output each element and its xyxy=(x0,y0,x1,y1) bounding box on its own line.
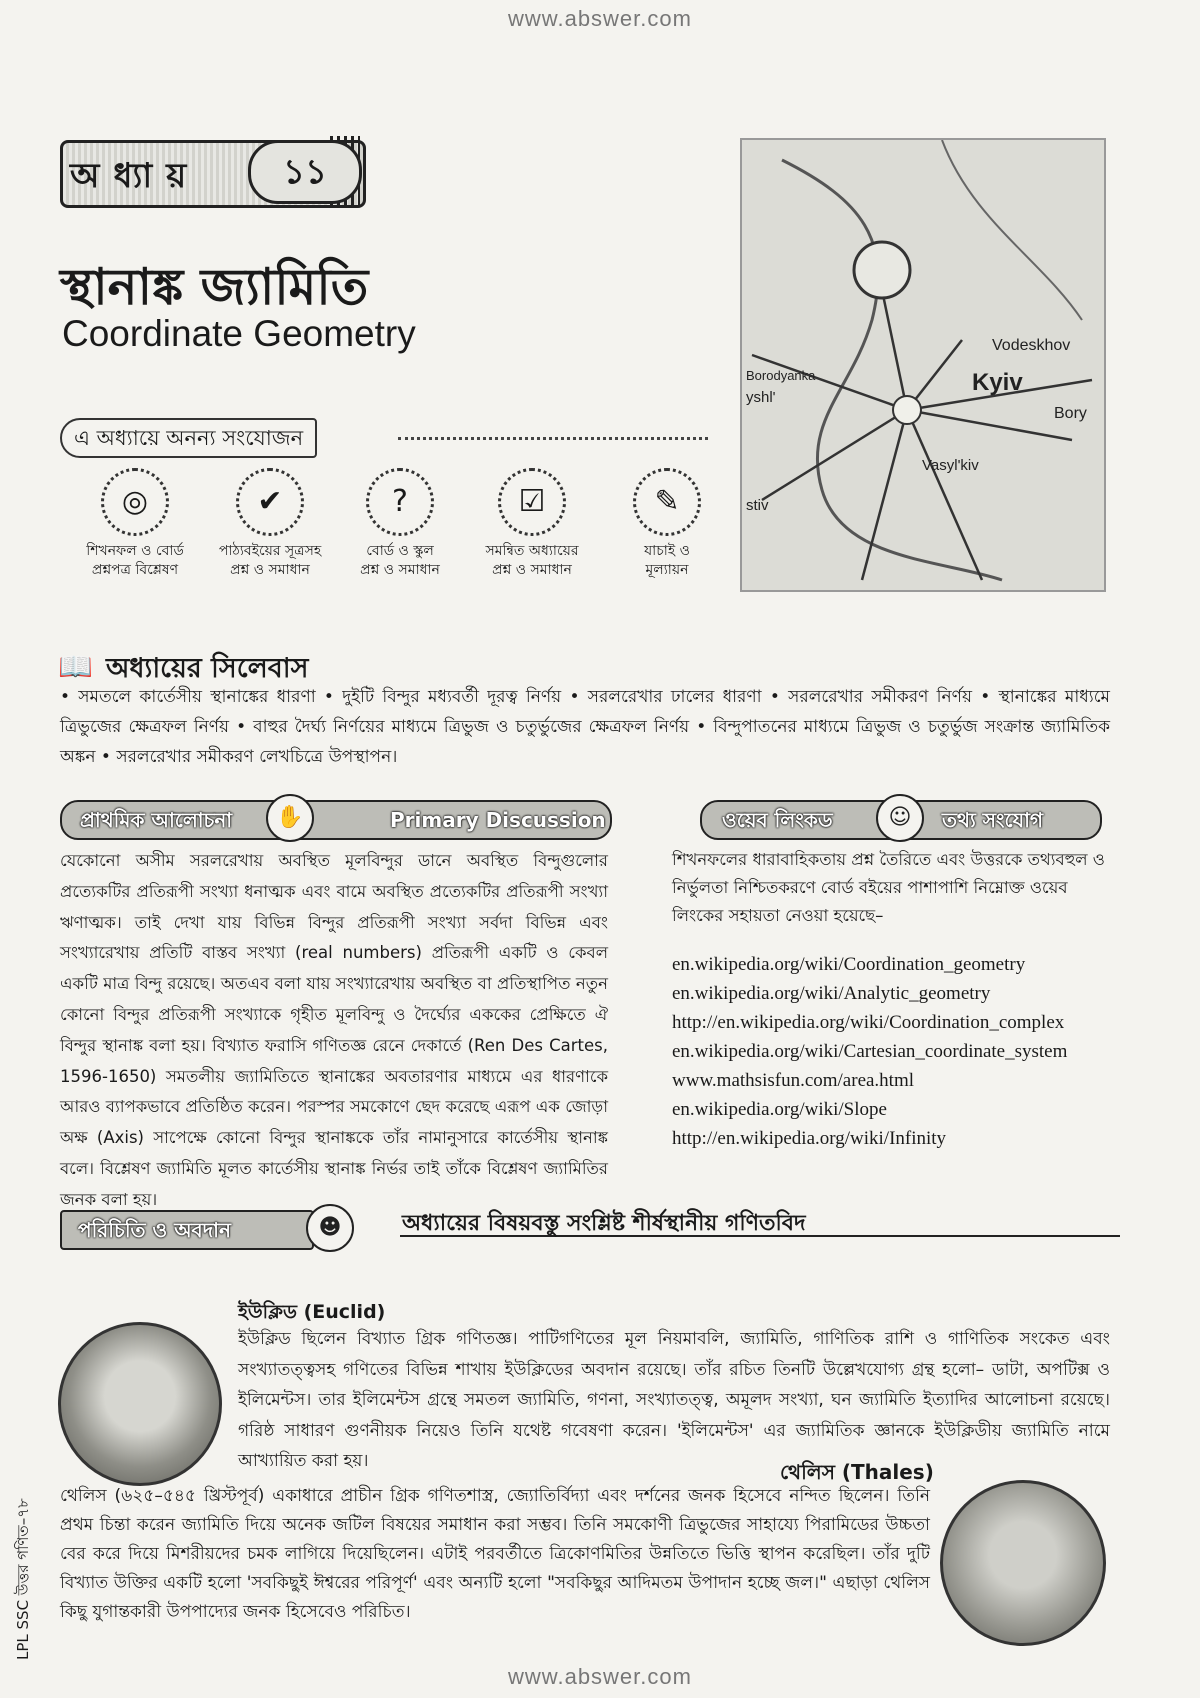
web-link[interactable]: http://en.wikipedia.org/wiki/Infinity xyxy=(672,1128,947,1149)
feature-label-line2: প্রশ্ন ও সমাধান xyxy=(230,562,310,578)
map-label-bory: Bory xyxy=(1054,405,1087,422)
map-label-yshl: yshl' xyxy=(746,389,776,406)
chapter-title-bn: স্থানাঙ্ক জ্যামিতি xyxy=(60,258,369,316)
feature-item xyxy=(602,468,732,580)
feature-label-line1: যাচাই ও xyxy=(644,543,690,559)
euclid-name: ইউক্লিড (Euclid) xyxy=(238,1301,386,1323)
feature-item xyxy=(70,468,200,580)
primary-label-bn: প্রাথমিক আলোচনা xyxy=(80,808,233,832)
feature-label-line2: মূল্যায়ন xyxy=(645,562,689,578)
watermark-top: www.abswer.com xyxy=(508,6,692,31)
web-label-left: ওয়েব লিংকড xyxy=(722,808,833,832)
thales-portrait xyxy=(940,1480,1106,1646)
map-image xyxy=(740,138,1106,592)
intro-contribution-banner xyxy=(60,1210,314,1250)
primary-discussion-text: যেকোনো অসীম সরলরেখায় অবস্থিত মূলবিন্দুর ডানে অবস্থিত বিন্দুগুলোর প্রত্যেকটির প্রতিরূপী সংখ্যা ধনাত্মক এবং বামে অবস্থিত প্রত্যেকটির প্রতিরূপী সংখ্যা ঋণাত্মক। তাই দেখা যায় বিভিন্ন বিন্দুর প্রতিরূপী সংখ্যা সর্বদা বিভিন্ন এবং সংখ্যারেখায় প্রতিটি বাস্তব সংখ্যা (real numbers) প্রতিরূপী একটি ও কেবল একটি মাত্র বিন্দু রয়েছে। অতএব বলা যায় সংখ্যারেখায় অবস্থিত বা প্রতিস্থাপিত নতুন কোনো বিন্দুর প্রতিরূপী সংখ্যাকে গৃহীত মূলবিন্দু ও দৈর্ঘ্যের এককের প্রেক্ষিতে ঐ বিন্দুর স্থানাঙ্ক বলা হয়। বিখ্যাত ফরাসি গণিতজ্ঞ রেনে দেকার্তে (Ren Des Cartes, 1596-1650) সমতলীয় জ্যামিতিতে স্থানাঙ্কের অবতারণার মাধ্যমে এর ধারণাকে আরও ব্যাপকভাবে প্রতিষ্ঠিত করেন। পরস্পর সমকোণে ছেদ করেছে এরূপ এক জোড়া অক্ষ (Axis) সাপেক্ষে কোনো বিন্দুর স্থানাঙ্ককে তাঁর নামানুসারে কার্তেসীয় স্থানাঙ্ক বলে। বিশ্লেষণ জ্যামিতি মূলত কার্তেসীয় স্থানাঙ্ক নির্ভর তাই তাঁকে বিশ্লেষণ জ্যামিতির জনক বলা হয়। xyxy=(60,851,608,1209)
user-icon: ☺ xyxy=(876,794,924,842)
book-icon: 📖 xyxy=(58,650,93,683)
web-link[interactable]: http://en.wikipedia.org/wiki/Coordination_complex xyxy=(672,1012,1065,1033)
pencil-icon: ✎ xyxy=(633,468,701,536)
web-links-intro: শিখনফলের ধারাবাহিকতায় প্রশ্ন তৈরিতে এবং উত্তরকে তথ্যবহুল ও নির্ভুলতা নিশ্চিতকরণে বোর্ড বইয়ের পাশাপাশি নিম্নোক্ত ওয়েব লিংকের সহায়তা নেওয়া হয়েছে– xyxy=(672,850,1105,925)
web-link[interactable]: en.wikipedia.org/wiki/Coordination_geometry xyxy=(672,954,1026,975)
euclid-text: ইউক্লিড ছিলেন বিখ্যাত গ্রিক গণিতজ্ঞ। পাটিগণিতের মূল নিয়মাবলি, জ্যামিতি, গাণিতিক রাশি ও গাণিতিক সংকেত এবং সংখ্যাতত্ত্বসহ গণিতের বিভিন্ন শাখায় ইউক্লিডের অবদান রয়েছে। তাঁর রচিত তিনটি উল্লেখযোগ্য গ্রন্থ হলো– ডাটা, অপটিক্স ও ইলিমেন্টস। তার ইলিমেন্টস গ্রন্থে সমতল জ্যামিতি, গণনা, সংখ্যাতত্ত্ব, অমূলদ সংখ্যা, ঘন জ্যামিতি ইত্যাদির আলোচনা রয়েছে। গরিষ্ঠ সাধারণ গুণনীয়ক নিয়েও তিনি যথেষ্ট গবেষণা করেন। 'ইলিমেন্টস' এর জ্যামিতিক জ্ঞানকে ইউক্লিডীয় জ্যামিতি নামে আখ্যায়িত করা হয়। xyxy=(238,1329,1110,1471)
feature-label-line2: প্রশ্ন ও সমাধান xyxy=(360,562,440,578)
mathematicians-label: পরিচিতি ও অবদান xyxy=(78,1218,231,1242)
map-drawing xyxy=(742,140,1104,590)
feature-label-line1: শিখনফল ও বোর্ড xyxy=(86,543,184,559)
handshake-icon: ✋ xyxy=(266,794,314,842)
web-link[interactable]: www.mathsisfun.com/area.html xyxy=(672,1070,915,1091)
web-label-right: তথ্য সংযোগ xyxy=(942,808,1044,832)
chapter-number: ১১ xyxy=(248,140,362,204)
map-label-vasylkiv: Vasyl'kiv xyxy=(922,457,979,474)
web-link[interactable]: en.wikipedia.org/wiki/Slope xyxy=(672,1099,887,1120)
side-page-label: LPL SSC উত্তর গণিত–৭৮ xyxy=(14,1498,32,1660)
chapter-title-en: Coordinate Geometry xyxy=(62,313,416,354)
thales-name: থেলিস (Thales) xyxy=(780,1460,934,1484)
feature-label-line2: প্রশ্নপত্র বিশ্লেষণ xyxy=(91,562,179,578)
syllabus-text: • সমতলে কার্তেসীয় স্থানাঙ্কের ধারণা • দুইটি বিন্দুর মধ্যবর্তী দূরত্ব নির্ণয় • সরলরেখার ঢালের ধারণা • সরলরেখার সমীকরণ নির্ণয় • স্থানাঙ্কের মাধ্যমে ত্রিভুজের ক্ষেত্রফল নির্ণয় • বাহুর দৈর্ঘ্য নির্ণয়ের মাধ্যমে ত্রিভুজ ও চতুর্ভুজের ক্ষেত্রফল নির্ণয় • বিন্দুপাতনের মাধ্যমে ত্রিভুজ ও চতুর্ভুজ সংক্রান্ত জ্যামিতিক অঙ্কন • সরলরেখার সমীকরণ লেখচিত্রে উপস্থাপন। xyxy=(60,687,1110,767)
web-link[interactable]: en.wikipedia.org/wiki/Analytic_geometry xyxy=(672,983,991,1004)
watermark-bottom: www.abswer.com xyxy=(508,1664,692,1689)
feature-item xyxy=(467,468,597,580)
map-label-vodeskhov: Vodeskhov xyxy=(992,337,1071,354)
feature-label-line2: প্রশ্ন ও সমাধান xyxy=(492,562,572,578)
features-divider xyxy=(398,437,708,440)
feature-item xyxy=(205,468,335,580)
feature-item xyxy=(335,468,465,580)
thales-text: থেলিস (৬২৫–৫৪৫ খ্রিস্টপূর্ব) একাধারে প্রাচীন গ্রিক গণিতশাস্ত্র, জ্যোতির্বিদ্যা এবং দর্শনের জনক হিসেবে নন্দিত ছিলেন। তিনি প্রথম চিন্তা করেন জ্যামিতি দিয়ে অনেক জটিল বিষয়ের সমাধান করা সম্ভব। তিনি সমকোণী ত্রিভুজের সাহায্যে পিরামিডের উচ্চতা বের করে দিয়ে মিশরীয়দের চমক লাগিয়ে দিয়েছিলেন। এটাই পরবর্তীতে ত্রিকোণমিতির উন্নতিতে ভিত্তি স্থাপন করেছিল। তাঁর দুটি বিখ্যাত উক্তির একটি হলো 'সবকিছুই ঈশ্বরের পরিপূর্ণ' এবং অন্যটি হলো "সবকিছুর আদিমতম উপাদান হচ্ছে জল।" এছাড়া থেলিস কিছু যুগান্তকারী উপপাদ্যের জনক হিসেবেও পরিচিত। xyxy=(60,1486,930,1622)
web-link[interactable]: en.wikipedia.org/wiki/Cartesian_coordinate_system xyxy=(672,1041,1068,1062)
syllabus-title: অধ্যায়ের সিলেবাস xyxy=(106,653,309,684)
primary-label-en: Primary Discussion xyxy=(390,808,606,832)
map-label-stiv: stiv xyxy=(746,497,769,514)
feature-label-line1: পাঠ্যবইয়ের সূত্রসহ xyxy=(218,543,322,559)
head-profile-icon: ☻ xyxy=(306,1204,354,1252)
chapter-word: অধ্যায় xyxy=(70,156,201,196)
mathematicians-heading: অধ্যায়ের বিষয়বস্তু সংশ্লিষ্ট শীর্ষস্থানীয় গণিতবিদ xyxy=(402,1211,806,1236)
feature-label-line1: বোর্ড ও স্কুল xyxy=(366,543,434,559)
book-check-icon: ✔ xyxy=(236,468,304,536)
map-label-borodyanka: Borodyanka xyxy=(746,368,816,383)
primary-discussion-banner xyxy=(60,800,612,840)
map-label-kyiv: Kyiv xyxy=(972,369,1023,396)
checklist-icon: ☑ xyxy=(498,468,566,536)
target-icon: ◎ xyxy=(101,468,169,536)
question-icon: ? xyxy=(366,468,434,536)
feature-label-line1: সমন্বিত অধ্যায়ের xyxy=(485,543,579,559)
features-label: এ অধ্যায়ে অনন্য সংযোজন xyxy=(60,418,317,458)
euclid-portrait xyxy=(58,1322,222,1486)
